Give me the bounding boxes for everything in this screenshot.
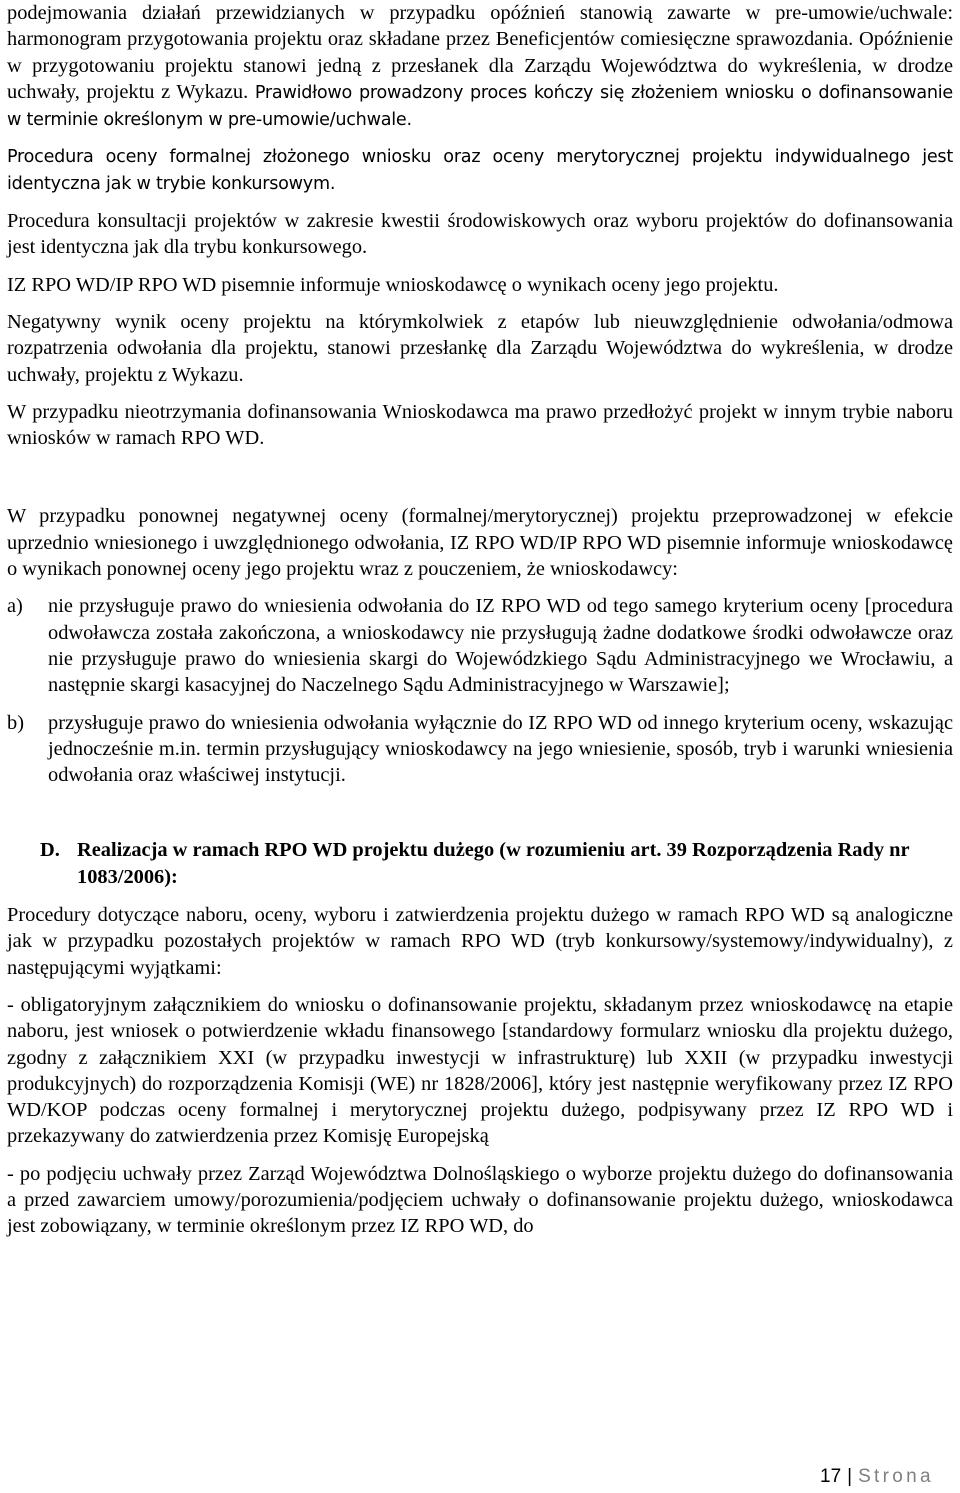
paragraph-negative-result: Negatywny wynik oceny projektu na którymkolwiek z etapów lub nieuwzględnienie odwołania/odmowa rozpatrzenia odwołania dla projektu, stanowi przesłankę dla Zarządu Województwa do wykreślenia, w drodze uchwały, projektu z Wykazu.: [7, 310, 953, 386]
page-footer: [820, 1466, 934, 1488]
paragraph-evaluation-procedure: Procedura oceny formalnej złożonego wniosku oraz oceny merytorycznej projektu indywidualnego jest identyczna jak w trybie konkursowym.: [7, 147, 953, 194]
list-marker: b): [7, 711, 24, 734]
spacer: [7, 799, 953, 837]
paragraph-consultation-procedure: Procedura konsultacji projektów w zakresie kwestii środowiskowych oraz wyboru projektów do dofinansowania jest identyczna jak dla trybu konkursowego.: [7, 210, 953, 259]
page-number: 17: [820, 1466, 842, 1487]
paragraph-mandatory-attachment: - obligatoryjnym załącznikiem do wniosku o dofinansowanie projektu, składanym przez wnioskodawcę na etapie naboru, jest wniosek o potwierdzenie wkładu finansowego [standardowy formularz wniosku dla projektu dużego, zgodny z załącznikiem XXI (w przypadku inwestycji w infrastrukturę) lub XXII (w przypadku inwestycji produkcyjnych) do rozporządzenia Komisji (WE) nr 1828/2006], który jest następnie weryfikowany przez IZ RPO WD/KOP podczas oceny formalnej i merytorycznej projektu dużego, podpisywany przez IZ RPO WD i przekazywany do zatwierdzenia przez Komisję Europejską: [7, 993, 953, 1148]
list-item-b: [7, 710, 953, 789]
paragraph-written-notice: IZ RPO WD/IP RPO WD pisemnie informuje wnioskodawcę o wynikach oceny jego projektu.: [7, 273, 779, 296]
footer-separator: |: [847, 1466, 853, 1487]
paragraph-no-funding: W przypadku nieotrzymania dofinansowania Wnioskodawca ma prawo przedłożyć projekt w innym trybie naboru wniosków w ramach RPO WD.: [7, 400, 953, 450]
document-page: [7, 0, 953, 1251]
section-heading-d: [7, 837, 953, 890]
list-item-text: przysługuje prawo do wniesienia odwołania wyłącznie do IZ RPO WD od innego kryterium oceny, wskazując jednocześnie m.in. termin przysługujący wnioskodawcy na jego wniesienie, sposób, tryb i warunki wniesienia odwołania oraz właściwej instytucji.: [48, 711, 953, 787]
paragraph-after-resolution: - po podjęciu uchwały przez Zarząd Województwa Dolnośląskiego o wyborze projektu dużego do dofinansowania a przed zawarciem umowy/porozumienia/podjęciem uchwały o dofinansowanie projektu dużego, wnioskodawca jest zobowiązany, w terminie określonym przez IZ RPO WD, do: [7, 1162, 953, 1238]
list-marker: a): [7, 595, 23, 618]
section-title: Realizacja w ramach RPO WD projektu dużego (w rozumieniu art. 39 Rozporządzenia Rady nr 1083/2006):: [77, 839, 910, 888]
footer-label: Strona: [858, 1466, 934, 1487]
text-proper-process: Prawidłowo prowadzony proces kończy się złożeniem wniosku o dofinansowanie w terminie określonym w pre-umowie/uchwale.: [7, 82, 953, 131]
list-item-a: [7, 593, 953, 698]
list-item-text: nie przysługuje prawo do wniesienia odwołania do IZ RPO WD od tego samego kryterium oceny [procedura odwoławcza została zakończona, a wnioskodawcy nie przysługują żadne dodatkowe środki odwoławcze oraz nie przysługuje prawo do wniesienia skargi do Wojewódzkiego Sądu Administracyjnego we Wrocławiu, a następnie skargi kasacyjnej do Naczelnego Sądu Administracyjnego w Warszawie];: [48, 595, 953, 697]
paragraph-large-project-procedures: Procedury dotyczące naboru, oceny, wyboru i zatwierdzenia projektu dużego w ramach RPO WD są analogiczne jak w przypadku pozostałych projektów w ramach RPO WD (tryb konkursowy/systemowy/indywidualny), z następującymi wyjątkami:: [7, 904, 953, 979]
paragraph-repeated-negative-evaluation: W przypadku ponownej negatywnej oceny (formalnej/merytorycznej) projektu przeprowadzonej w efekcie uprzednio wniesionego i uwzględnionego odwołania, IZ RPO WD/IP RPO WD pisemnie informuje wnioskodawcę o wynikach ponownej oceny jego projektu wraz z pouczeniem, że wnioskodawcy:: [7, 505, 953, 581]
spacer: [7, 462, 953, 503]
paragraph-preparation-delays: [7, 0, 953, 133]
text-delay-consequences: podejmowania działań przewidzianych w przypadku opóźnień stanowią zawarte w pre-umowie/uchwale: harmonogram przygotowania projektu oraz składane przez Beneficjentów comiesięczne sprawozdania. Opóźnienie w przygotowaniu projektu stanowi jedną z przesłanek dla Zarządu Województwa do wykreślenia, w drodze uchwały, projektu z Wykazu.: [7, 2, 953, 103]
section-marker: D.: [40, 839, 60, 862]
